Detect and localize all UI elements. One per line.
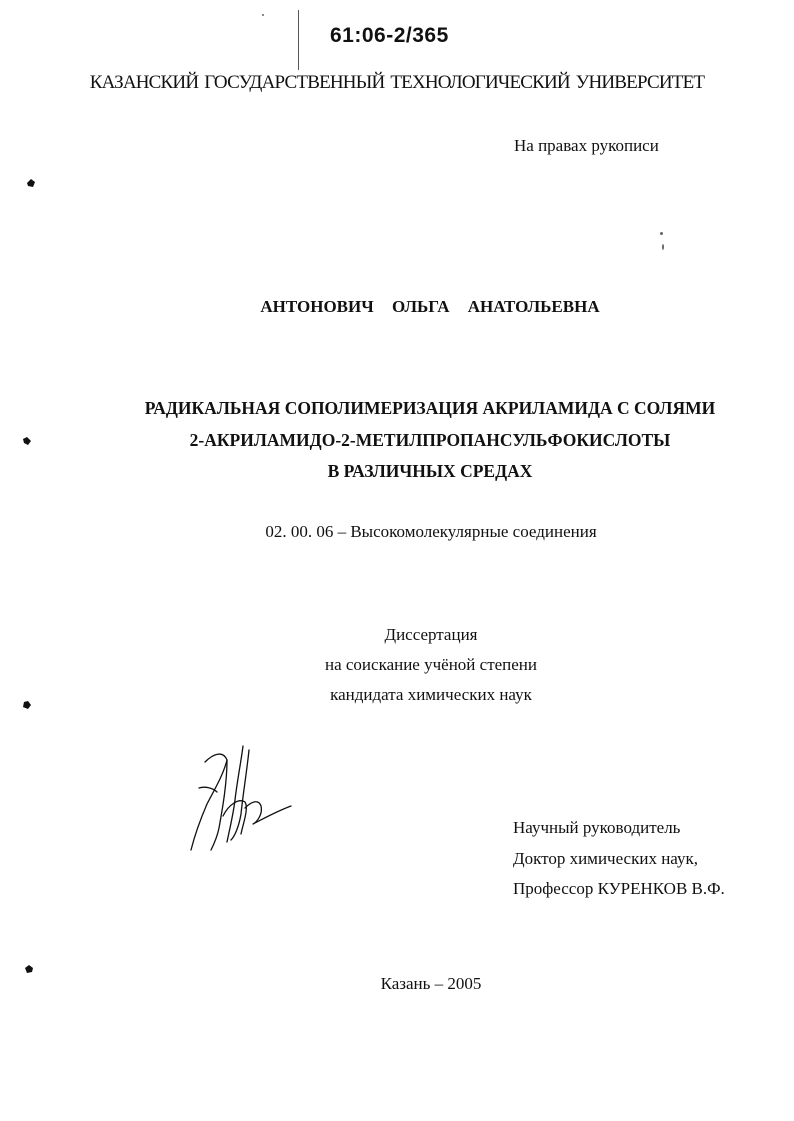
title-line: В РАЗЛИЧНЫХ СРЕДАХ [327,461,533,481]
title-line: РАДИКАЛЬНАЯ СОПОЛИМЕРИЗАЦИЯ АКРИЛАМИДА С СОЛЯМИ [144,398,716,418]
scan-speck [660,232,663,235]
author-name: АНТОНОВИЧ ОЛЬГА АНАТОЛЬЕВНА [260,297,600,316]
advisor-line: Профессор КУРЕНКОВ В.Ф. [513,879,725,898]
dissertation-title [20,393,794,488]
rights-note: На правах рукописи [514,136,659,155]
binder-hole-mark-icon [24,964,34,974]
university-name: КАЗАНСКИЙ ГОСУДАРСТВЕННЫЙ ТЕХНОЛОГИЧЕСКИЙ УНИВЕРСИТЕТ [89,72,705,93]
advisor-line: Доктор химических наук, [513,848,698,868]
degree-statement [0,620,794,710]
scan-vertical-line [298,10,299,70]
title-line: 2-АКРИЛАМИДО-2-МЕТИЛПРОПАНСУЛЬФОКИСЛОТЫ [189,429,671,450]
degree-line: кандидата химических наук [330,685,532,704]
signature-icon [183,742,295,857]
place-year: Казань – 2005 [380,974,482,993]
binder-hole-mark-icon [26,178,36,188]
degree-line: на соискание учёной степени [324,655,538,674]
scan-speck [262,14,264,16]
degree-line: Диссертация [384,625,478,644]
scientific-advisor [513,813,725,905]
archive-code: 61:06-2/365 [330,24,449,47]
specialty-code: 02. 00. 06 – Высокомолекулярные соединения [265,522,597,541]
scan-speck [662,244,664,250]
advisor-line: Научный руководитель [513,818,681,837]
